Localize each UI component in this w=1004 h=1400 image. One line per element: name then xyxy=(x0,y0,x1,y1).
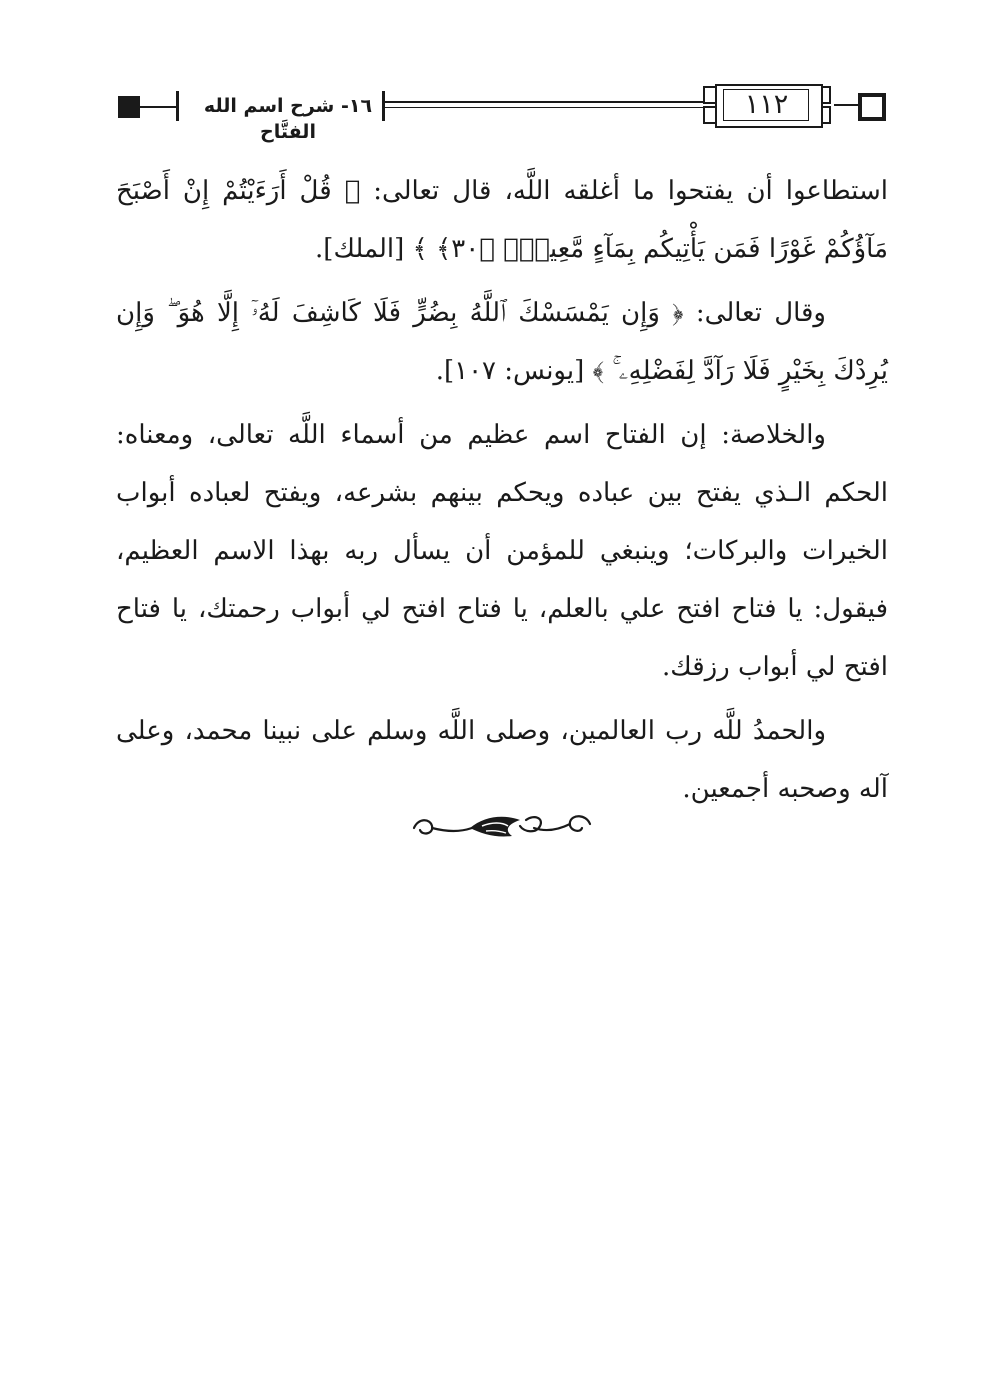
header-divider-middle xyxy=(382,91,385,121)
floral-divider-icon xyxy=(408,806,596,846)
page-body xyxy=(116,162,888,824)
paragraph-closing: والحمدُ للَّه رب العالمين، وصلى اللَّه وسلم على نبينا محمد، وعلى آله وصحبه أجمعين. xyxy=(116,716,888,804)
paragraph-quran-mulk: استطاعوا أن يفتحوا ما أغلقه اللَّه، قال تعالى: ﴿ قُلْ أَرَءَيْتُمْ إِنْ أَصْبَحَ مَآؤُكُمْ غَوْرًا فَمَن يَأْتِيكُم بِمَآءٍ مَّعِينِۭ ﴿٣٠﴾ ﴾ [الملك]. xyxy=(116,176,888,264)
header-rule-left xyxy=(140,106,176,108)
page-header xyxy=(0,80,1004,143)
page-number: ١١٢ xyxy=(744,89,789,120)
page-number-box xyxy=(703,84,833,128)
header-right-square xyxy=(858,93,886,121)
chapter-title: ١٦- شرح اسم الله الفتَّاح xyxy=(203,95,373,143)
header-rule-middle-top xyxy=(385,101,705,103)
paragraph-summary: والخلاصة: إن الفتاح اسم عظيم من أسماء اللَّه تعالى، ومعناه: الحكم الـذي يفتح بين عباده ويحكم بينهم بشرعه، ويفتح لعباده أبواب الخيرات والبركات؛ وينبغي للمؤمن أن يسأل ربه بهذا الاسم العظيم، فيقول: يا فتاح افتح علي بالعلم، يا فتاح افتح لي أبواب رحمتك، يا فتاح افتح لي أبواب رزقك. xyxy=(116,420,888,682)
header-rule-middle-bottom xyxy=(385,107,705,108)
header-left-block xyxy=(118,96,140,118)
header-divider-left xyxy=(176,91,179,121)
header-rule-right xyxy=(834,104,858,106)
paragraph-quran-yunus: وقال تعالى: ﴿ وَإِن يَمْسَسْكَ ٱللَّهُ بِضُرٍّ فَلَا كَاشِفَ لَهُۥٓ إِلَّا هُوَ ۖ وَإِن يُرِدْكَ بِخَيْرٍ فَلَا رَآدَّ لِفَضْلِهِۦ ۚ ﴾ [يونس: ١٠٧]. xyxy=(116,298,888,386)
